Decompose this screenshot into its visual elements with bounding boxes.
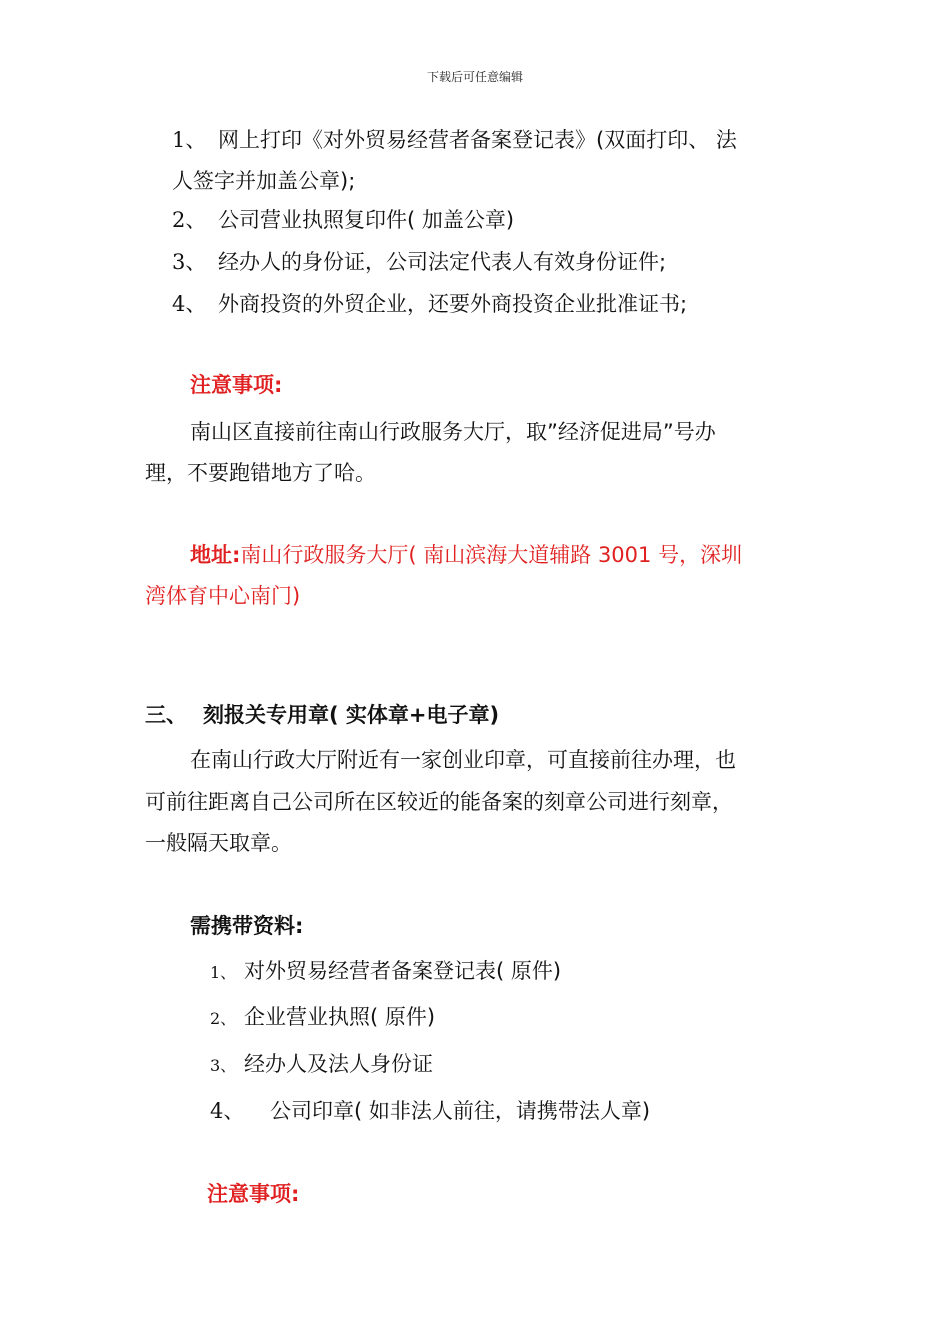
materials-item (210, 1003, 435, 1033)
section-paragraph-line: 在南山行政大厅附近有一家创业印章，可直接前往办理，也 (190, 748, 736, 772)
list-number: 3、 (172, 250, 207, 274)
list-text: 经办人的身份证，公司法定代表人有效身份证件; (218, 250, 667, 274)
notice-text-line: 理，不要跑错地方了哈。 (145, 461, 376, 485)
list-item (172, 206, 514, 234)
list-item (172, 290, 687, 318)
materials-text: 经办人及法人身份证 (244, 1052, 433, 1076)
list-text: 网上打印《对外贸易经营者备案登记表》(双面打印、 法 (218, 128, 737, 152)
address-text: 南山行政服务大厅( 南山滨海大道辅路 3001 号，深圳 (240, 543, 743, 567)
materials-text: 公司印章( 如非法人前往，请携带法人章) (270, 1099, 651, 1123)
materials-item (210, 957, 561, 987)
notice-text-line: 南山区直接前往南山行政服务大厅，取”经济促进局”号办 (190, 420, 716, 444)
materials-item (210, 1097, 650, 1125)
list-item (172, 248, 666, 276)
list-text: 公司营业执照复印件( 加盖公章) (218, 208, 515, 232)
list-number: 4、 (172, 292, 207, 316)
list-text: 外商投资的外贸企业，还要外商投资企业批准证书; (218, 292, 688, 316)
section-paragraph-line: 一般隔天取章。 (145, 831, 292, 855)
materials-number: 2、 (210, 1009, 237, 1028)
section-number: 三、 (145, 703, 187, 727)
list-number: 1、 (172, 128, 207, 152)
notice-heading: 注意事项: (207, 1182, 300, 1206)
materials-number: 3、 (210, 1056, 237, 1075)
materials-heading: 需携带资料: (190, 914, 304, 938)
section-title: 刻报关专用章( 实体章+电子章) (203, 703, 500, 727)
address-label: 地址: (190, 543, 241, 567)
section-paragraph-line: 可前往距离自己公司所在区较近的能备案的刻章公司进行刻章， (145, 790, 733, 814)
materials-number: 1、 (210, 963, 237, 982)
page-header: 下载后可任意编辑 (426, 70, 523, 84)
materials-text: 对外贸易经营者备案登记表( 原件) (244, 959, 562, 983)
materials-text: 企业营业执照( 原件) (244, 1005, 436, 1029)
list-number: 2、 (172, 208, 207, 232)
address-line (190, 541, 742, 569)
materials-number: 4、 (210, 1099, 245, 1123)
list-item (172, 126, 737, 154)
notice-heading: 注意事项: (190, 373, 283, 397)
materials-item (210, 1050, 433, 1080)
address-line-continuation: 湾体育中心南门) (145, 584, 301, 608)
list-item-continuation: 人签字并加盖公章); (172, 169, 356, 193)
section-heading (145, 701, 499, 729)
